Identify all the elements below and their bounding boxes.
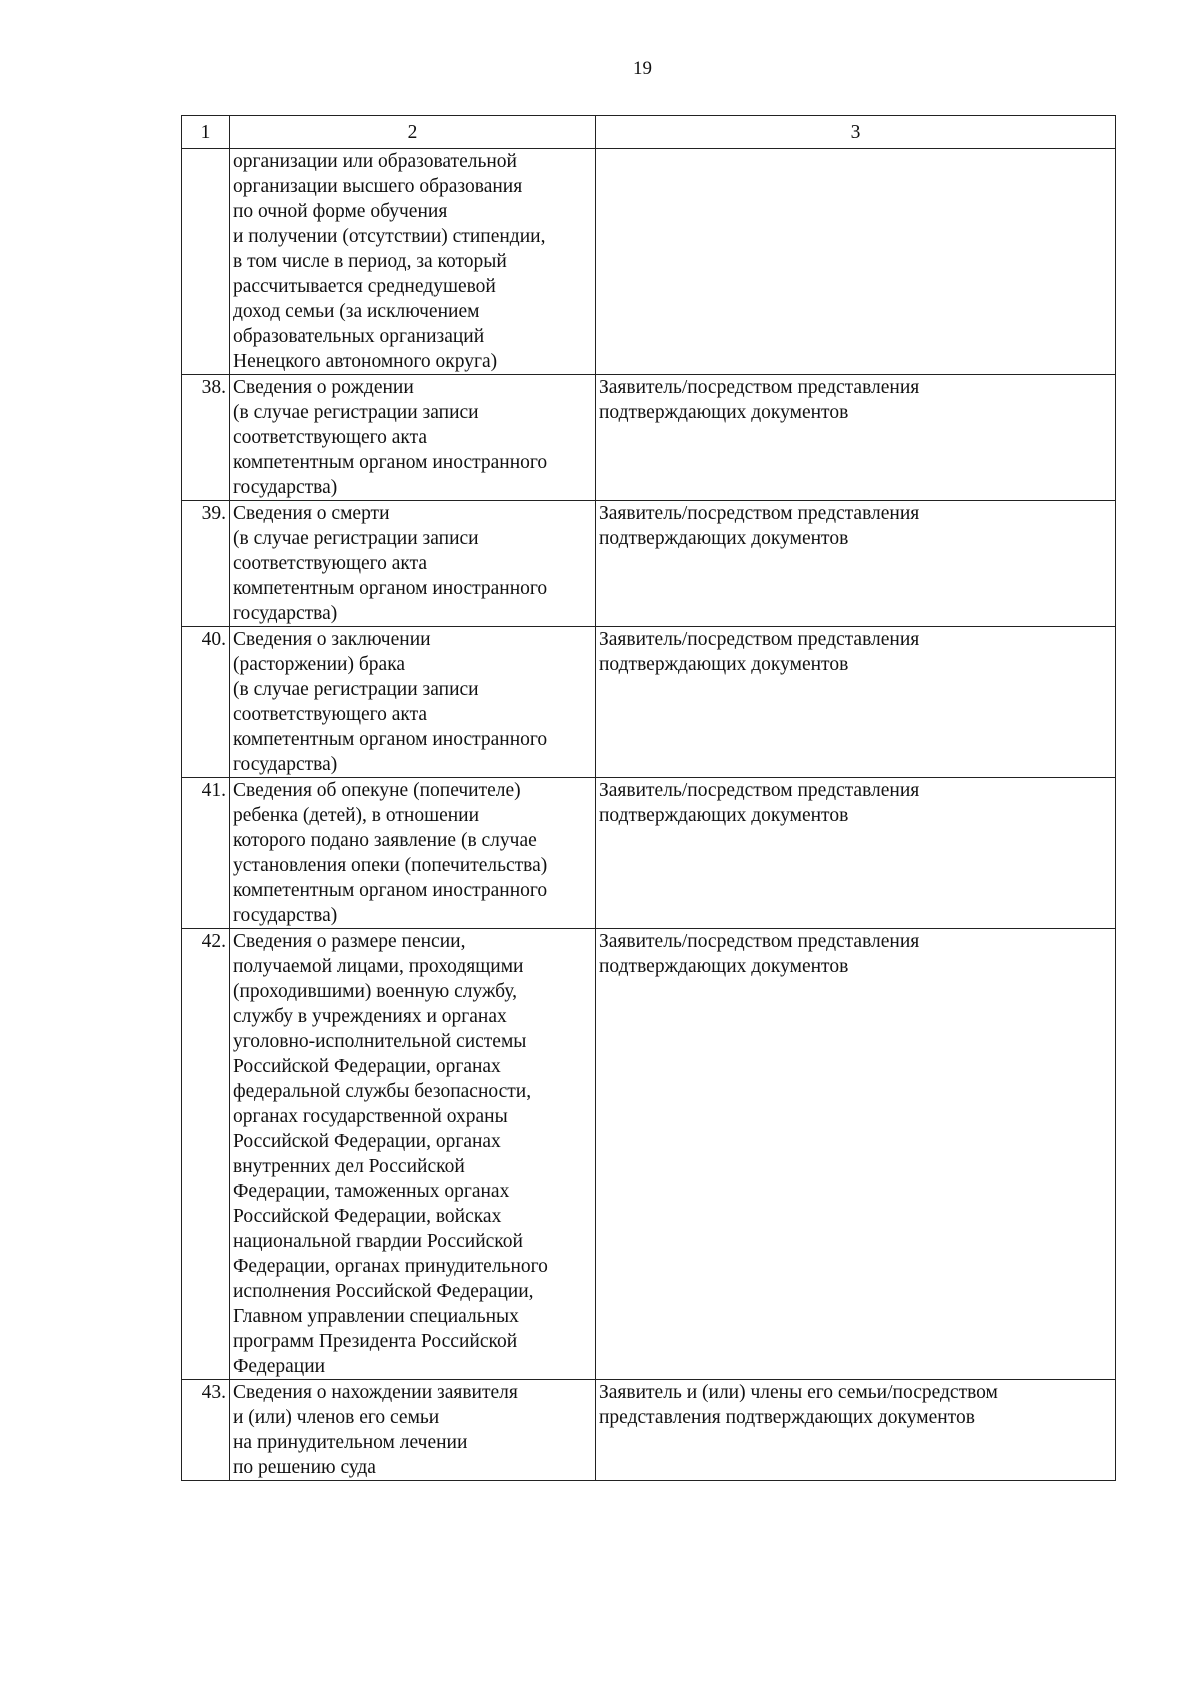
table-row-39 — [182, 501, 1116, 627]
row-source: Заявитель/посредством представления подтверждающих документов — [596, 929, 1116, 1380]
table-row-42 — [182, 929, 1116, 1380]
row-number: 39. — [182, 501, 230, 627]
row-source: Заявитель/посредством представления подтверждающих документов — [596, 375, 1116, 501]
row-number: 40. — [182, 627, 230, 778]
table-row-38 — [182, 375, 1116, 501]
row-source: Заявитель и (или) члены его семьи/посредством представления подтверждающих документов — [596, 1380, 1116, 1481]
row-source — [596, 149, 1116, 375]
column-header-2: 2 — [230, 116, 596, 149]
row-description: Сведения о рождении (в случае регистрации записи соответствующего акта компетентным органом иностранного государства) — [230, 375, 596, 501]
row-number: 38. — [182, 375, 230, 501]
row-number: 41. — [182, 778, 230, 929]
row-source: Заявитель/посредством представления подтверждающих документов — [596, 627, 1116, 778]
row-description: организации или образовательной организации высшего образования по очной форме обучения и получении (отсутствии) стипендии, в том числе в период, за который рассчитывается среднедушевой доход семьи (за исключением образовательных организаций Ненецкого автономного округа) — [230, 149, 596, 375]
row-number — [182, 149, 230, 375]
column-header-3: 3 — [596, 116, 1116, 149]
row-description: Сведения о смерти (в случае регистрации записи соответствующего акта компетентным органом иностранного государства) — [230, 501, 596, 627]
row-source: Заявитель/посредством представления подтверждающих документов — [596, 778, 1116, 929]
row-description: Сведения о нахождении заявителя и (или) членов его семьи на принудительном лечении по решению суда — [230, 1380, 596, 1481]
row-description: Сведения о размере пенсии, получаемой лицами, проходящими (проходившими) военную службу, службу в учреждениях и органах уголовно-исполнительной системы Российской Федерации, органах федеральной службы безопасности, органах государственной охраны Российской Федерации, органах внутренних дел Российской Федерации, таможенных органах Российской Федерации, войсках национальной гвардии Российской Федерации, органах принудительного исполнения Российской Федерации, Главном управлении специальных программ Президента Российской Федерации — [230, 929, 596, 1380]
document-table — [181, 115, 1116, 1481]
table-row-40 — [182, 627, 1116, 778]
row-description: Сведения о заключении (расторжении) брака (в случае регистрации записи соответствующего акта компетентным органом иностранного государства) — [230, 627, 596, 778]
column-header-1: 1 — [182, 116, 230, 149]
row-source: Заявитель/посредством представления подтверждающих документов — [596, 501, 1116, 627]
table-row-41 — [182, 778, 1116, 929]
table-row-43 — [182, 1380, 1116, 1481]
row-description: Сведения об опекуне (попечителе) ребенка (детей), в отношении которого подано заявление (в случае установления опеки (попечительства) компетентным органом иностранного государства) — [230, 778, 596, 929]
row-number: 42. — [182, 929, 230, 1380]
table-row-continuation — [182, 149, 1116, 375]
row-number: 43. — [182, 1380, 230, 1481]
page-number: 19 — [633, 58, 652, 79]
table-header-row — [182, 116, 1116, 149]
